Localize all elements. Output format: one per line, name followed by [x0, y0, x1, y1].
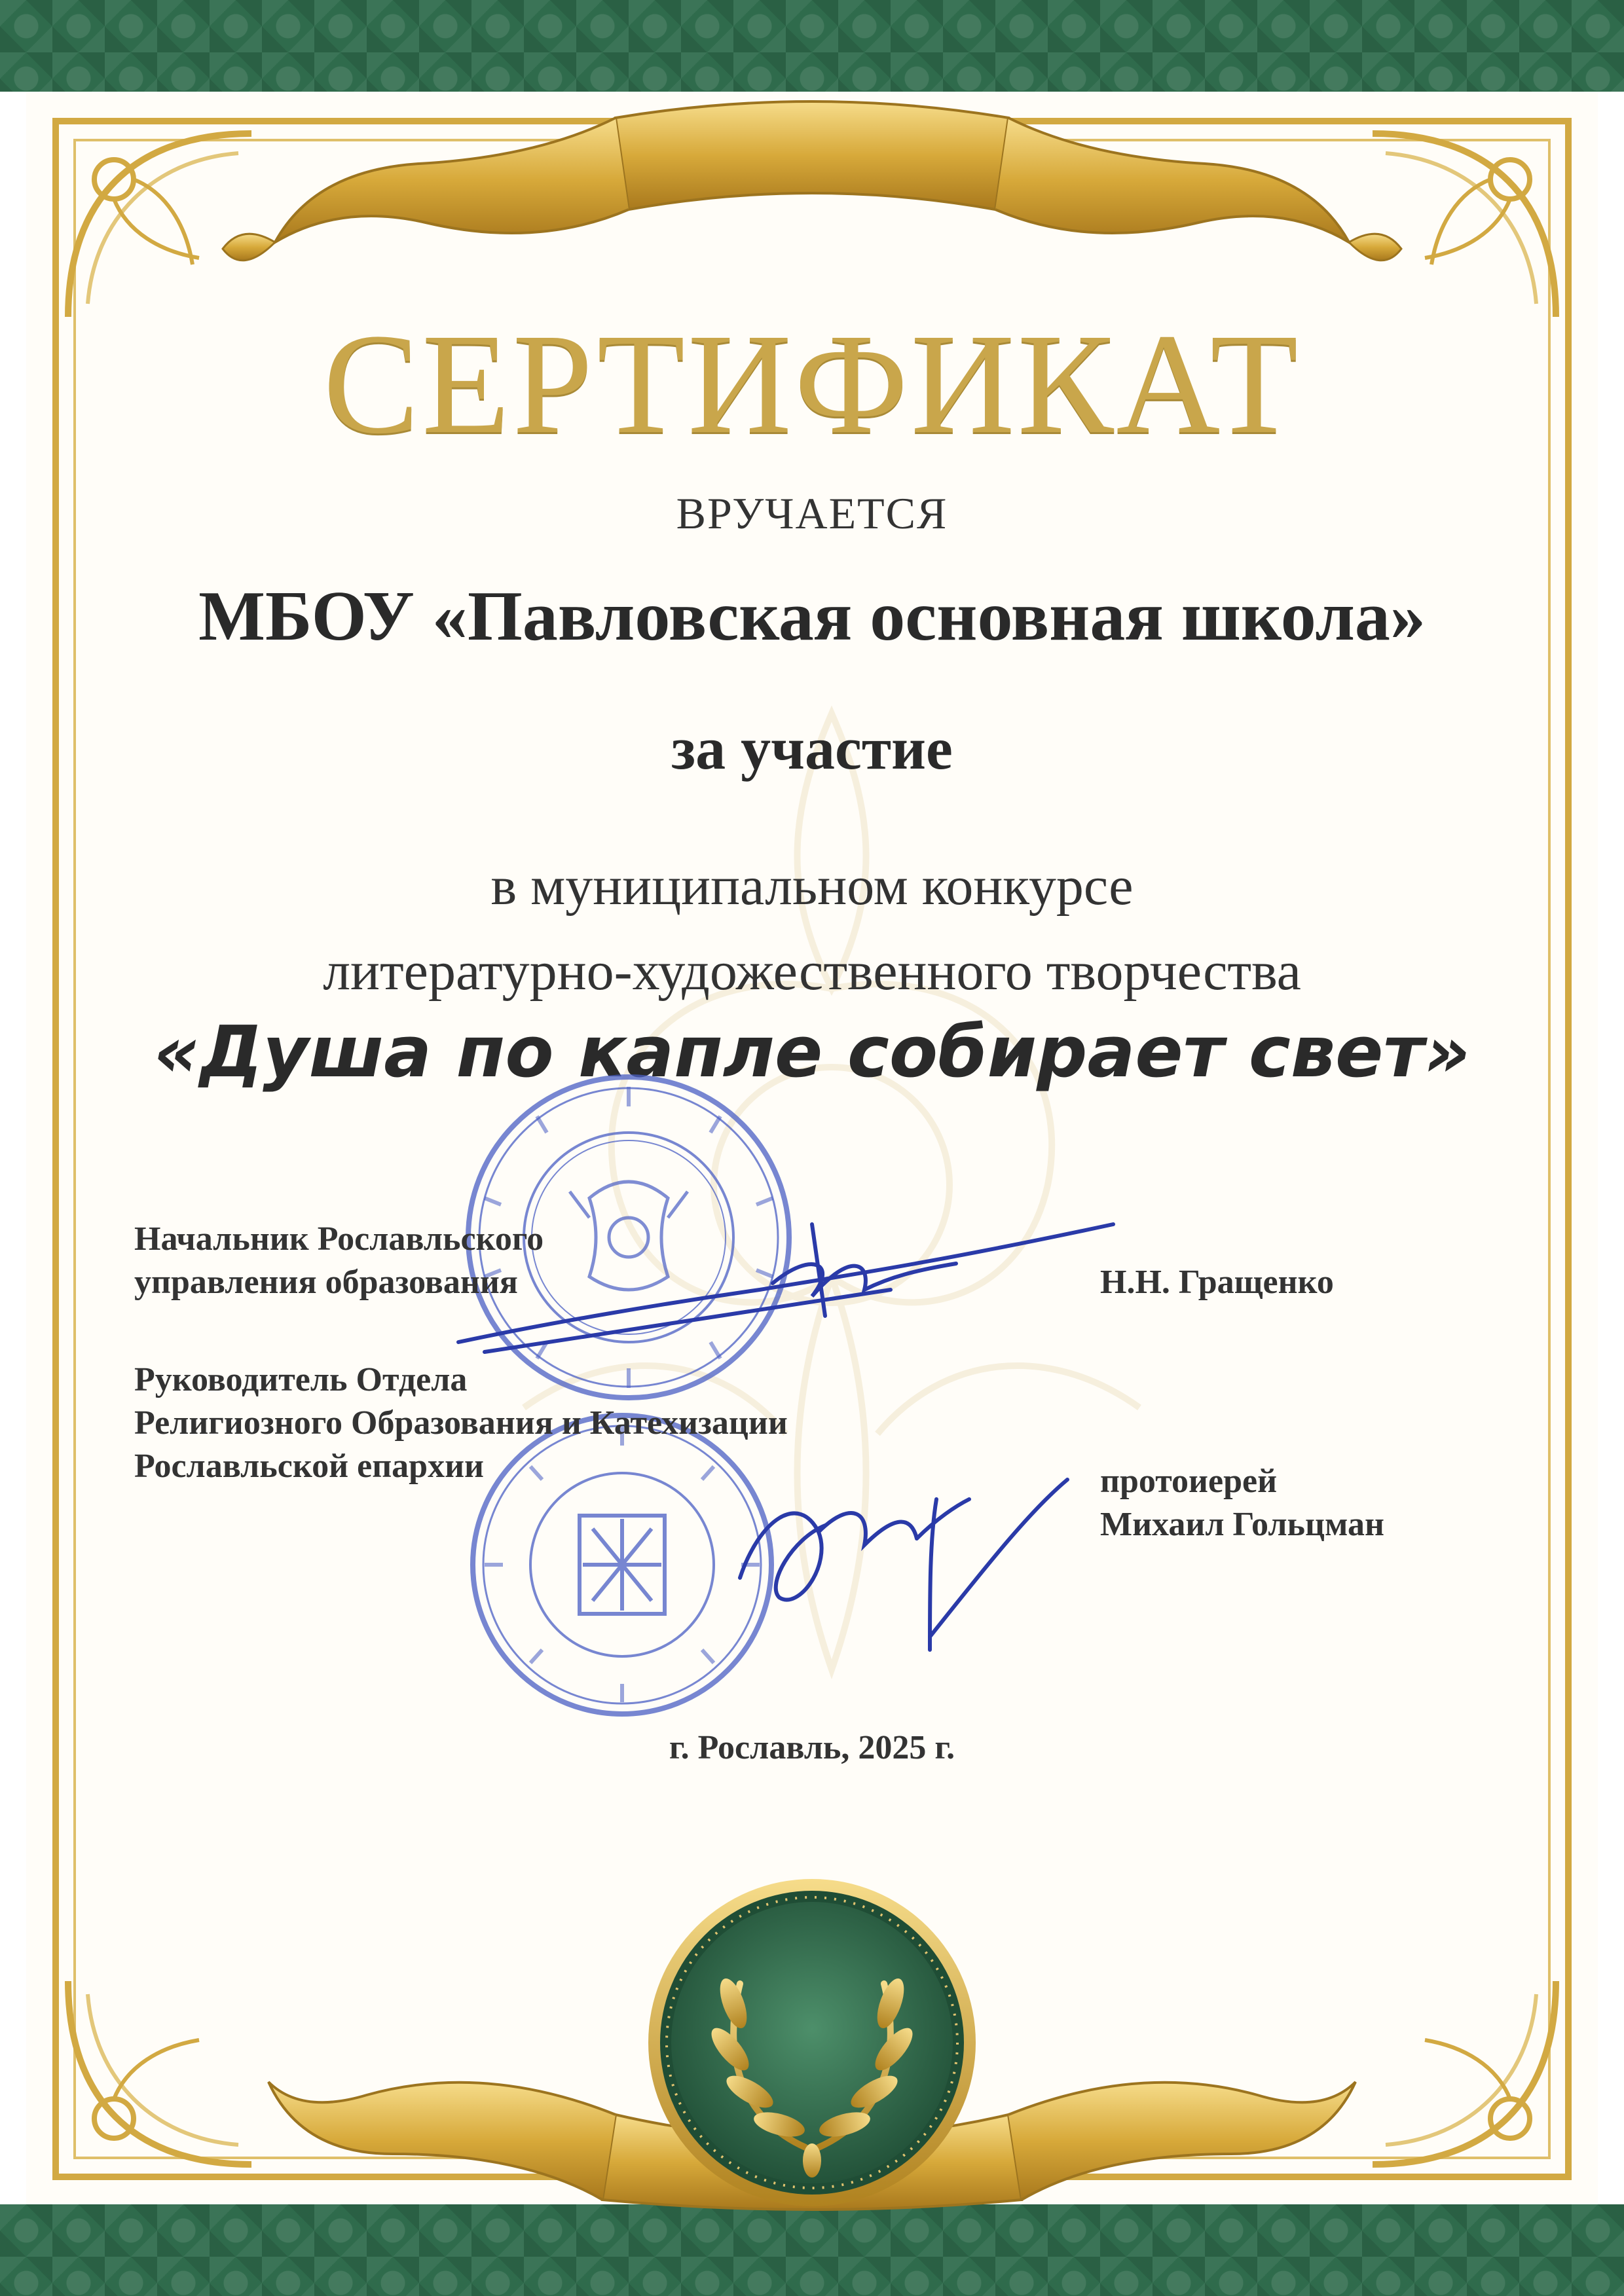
- top-gold-ribbon: [144, 79, 1480, 288]
- signatory-2-position-line-1: Руководитель Отдела: [134, 1361, 468, 1398]
- signatory-1-position-line-2: управления образования: [134, 1264, 518, 1301]
- laurel-medallion: [642, 1872, 982, 2213]
- signatory-1-name: Н.Н. Гращенко: [1100, 1264, 1334, 1301]
- place-and-date: г. Рославль, 2025 г.: [669, 1729, 955, 1766]
- corner-ornament-bottom-left: [55, 1968, 265, 2178]
- signatory-2-name: Михаил Гольцман: [1100, 1506, 1384, 1543]
- awarded-to-label: ВРУЧАЕТСЯ: [676, 488, 948, 538]
- certificate-title: СЕРТИФИКАТ: [323, 304, 1301, 464]
- contest-line-1: в муниципальном конкурсе: [490, 856, 1134, 917]
- recipient-name: МБОУ «Павловская основная школа»: [198, 577, 1426, 655]
- signatory-2-position-line-3: Рославльской епархии: [134, 1448, 484, 1485]
- top-ornament-band: [0, 0, 1624, 92]
- corner-ornament-bottom-right: [1359, 1968, 1569, 2178]
- contest-name: «Душа по капле собирает свет»: [153, 1011, 1471, 1093]
- signatory-2-position-line-2: Религиозного Образования и Катехизации: [134, 1404, 788, 1442]
- signatory-2-position: [134, 1358, 788, 1488]
- signatory-2-rank: протоиерей: [1100, 1463, 1278, 1500]
- contest-line-2: литературно-художественного творчества: [323, 941, 1301, 1002]
- signatory-1-position: [134, 1218, 544, 1304]
- signatory-2-name-block: [1100, 1460, 1384, 1546]
- signatory-1-position-line-1: Начальник Рославльского: [134, 1220, 544, 1258]
- reason-text: за участие: [671, 715, 953, 782]
